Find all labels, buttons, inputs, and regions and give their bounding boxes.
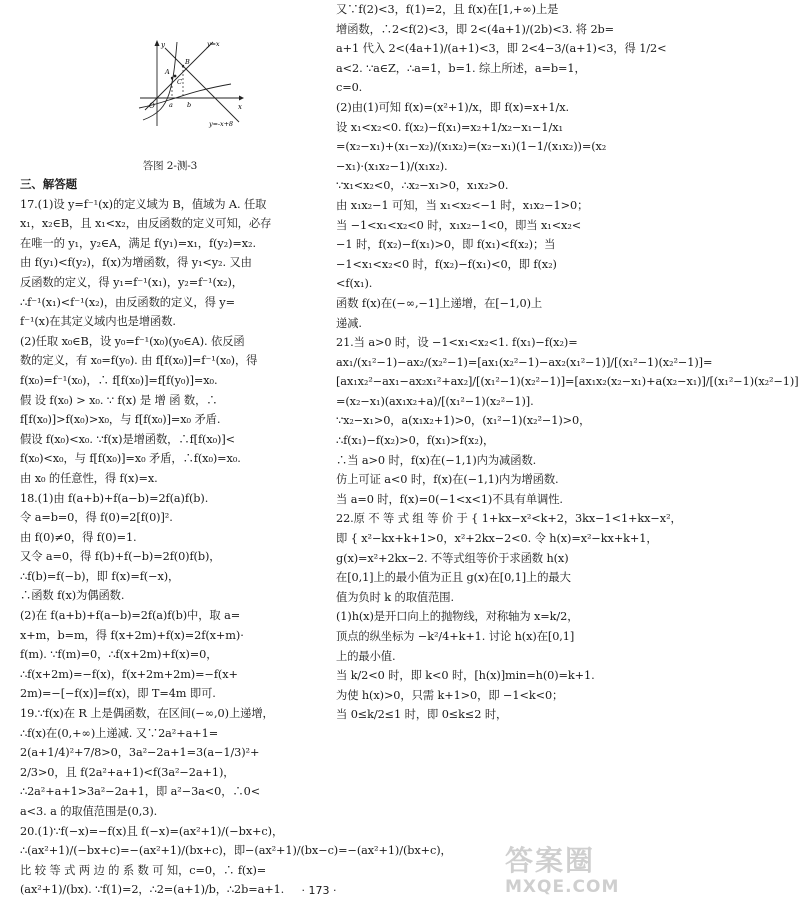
text-line: 值为负时 k 的取值范围. xyxy=(336,590,454,604)
text-line: 在唯一的 y₁，y₂∈A，满足 f(y₁)=x₁，f(y₂)=x₂. xyxy=(20,236,256,250)
text-line: 比 较 等 式 两 边 的 系 数 可 知，c=0，∴ f(x)= xyxy=(20,863,267,877)
text-line: 当 k/2<0 时，即 k<0 时，[h(x)]min=h(0)=k+1. xyxy=(336,669,595,683)
text-line: 函数 f(x)在(−∞,−1]上递增，在[−1,0)上 xyxy=(336,296,543,310)
text-line: ax₁/(x₁²−1)−ax₂/(x₂²−1)=[ax₁(x₂²−1)−ax₂(x₁²−1)]/[(x₁²−1)(x₂²−1)]= xyxy=(336,355,713,369)
text-line: 22.原 不 等 式 组 等 价 于 { 1+kx−x²<k+2，3kx−1<1+kx−x²， xyxy=(336,512,682,526)
text-line: 由 f(0)≠0，得 f(0)=1. xyxy=(20,530,137,544)
text-line: 由 f(y₁)<f(y₂)，f(x)为增函数，得 y₁<y₂. 又由 xyxy=(20,256,252,270)
text-line: 当 a=0 时，f(x)=0(−1<x<1)不具有单调性. xyxy=(336,492,563,506)
text-line: (1)h(x)是开口向上的抛物线，对称轴为 x=k/2， xyxy=(336,610,579,624)
text-line: ∴f(b)=f(−b)，即 f(x)=f(−x)， xyxy=(20,569,180,583)
text-line: <f(x₁). xyxy=(336,277,373,291)
point-c xyxy=(174,75,177,78)
x-axis-arrow xyxy=(239,96,244,101)
text-line: g(x)=x²+2kx−2. 不等式组等价于求函数 h(x) xyxy=(336,551,569,565)
text-line: x₁，x₂∈B，且 x₁<x₂，由反函数的定义可知，必存 xyxy=(20,217,272,231)
line-y-eq-x xyxy=(145,42,213,110)
text-line: 由 x₀ 的任意性，得 f(x)=x. xyxy=(20,471,158,485)
text-line: 仿上可证 a<0 时，f(x)在(−1,1)内为增函数. xyxy=(336,473,559,487)
text-line: ∴当 a>0 时，f(x)在(−1,1)内为减函数. xyxy=(336,453,537,467)
text-line: 设 x₁<x₂<0. f(x₂)−f(x₁)=x₂+1/x₂−x₁−1/x₁ xyxy=(336,120,563,134)
text-line: 又令 a=0，得 f(b)+f(−b)=2f(0)f(b)， xyxy=(20,550,221,564)
label-point-C: C xyxy=(177,78,182,86)
text-line: ∴f(x)在(0,+∞)上递减. 又∵2a²+a+1= xyxy=(20,726,219,740)
text-line: −x₁)·(x₁x₂−1)/(x₁x₂). xyxy=(336,159,448,173)
text-line: f⁻¹(x)在其定义域内也是增函数. xyxy=(20,315,176,329)
right-column xyxy=(336,0,799,880)
label-x: x xyxy=(238,103,242,111)
text-line: 2m)=−[−f(x)]=f(x)，即 T=4m 即可. xyxy=(20,687,216,701)
text-line: (2)由(1)可知 f(x)=(x²+1)/x，即 f(x)=x+1/x. xyxy=(336,100,569,114)
right-text xyxy=(336,0,799,725)
text-line: (2)任取 x₀∈B，设 y₀=f⁻¹(x₀)(y₀∈A). 依反函 xyxy=(20,334,245,348)
text-line: 在[0,1]上的最小值为正且 g(x)在[0,1]上的最大 xyxy=(336,571,571,585)
label-a: a xyxy=(169,101,173,109)
text-line: 即 { x²−kx+k+1>0，x²+2kx−2<0. 令 h(x)=x²−kx+k+1， xyxy=(336,532,658,546)
text-line: [ax₁x₂²−ax₁−ax₂x₁²+ax₂]/[(x₁²−1)(x₂²−1)]=[ax₁x₂(x₂−x₁)+a(x₂−x₁)]/[(x₁²−1)(x₂²−1)] xyxy=(336,375,799,389)
text-line: 18.(1)由 f(a+b)+f(a−b)=2f(a)f(b). xyxy=(20,491,209,505)
text-line: 假 设 f(x₀) > x₀. ∵ f(x) 是 增 函 数，∴ xyxy=(20,393,218,407)
text-line: 顶点的纵坐标为 −k²/4+k+1. 讨论 h(x)在[0,1] xyxy=(336,630,575,643)
text-line: 数的定义，有 x₀=f(y₀). 由 f[f(x₀)]=f⁻¹(x₀)，得 xyxy=(20,354,258,368)
text-line: 由 x₁x₂−1 可知，当 x₁<x₂<−1 时，x₁x₂−1>0； xyxy=(336,198,589,212)
watermark-en: MXQE.COM xyxy=(505,877,620,897)
text-line: 当 0≤k/2≤1 时，即 0≤k≤2 时， xyxy=(336,708,508,722)
text-line: ∴f(x₁)−f(x₂)>0，f(x₁)>f(x₂)， xyxy=(336,434,495,448)
text-line: a<3. a 的取值范围是(0,3). xyxy=(20,805,158,818)
text-line: a<2. ∵a∈Z，∴a=1，b=1. 综上所述，a=b=1， xyxy=(336,61,586,75)
text-line: 17.(1)设 y=f⁻¹(x)的定义域为 B，值域为 A. 任取 xyxy=(20,197,267,211)
page-number: · 173 · xyxy=(301,884,337,897)
text-line: 2/3>0，且 f(2a²+a+1)<f(3a²−2a+1)， xyxy=(20,765,235,779)
text-line: 19.∵f(x)在 R 上是偶函数，在区间(−∞,0)上递增， xyxy=(20,707,274,721)
text-line: 令 a=b=0，得 f(0)=2[f(0)]². xyxy=(20,511,173,525)
text-line: −1<x₁<x₂<0 时，f(x₂)−f(x₁)<0，即 f(x₂) xyxy=(336,257,557,271)
figure-caption: 答图 2-测-3 xyxy=(142,160,198,172)
text-line: 20.(1)∵f(−x)=−f(x)且 f(−x)=(ax²+1)/(−bx+c)， xyxy=(20,824,284,838)
text-line: f(m). ∵f(m)=0，∴f(x+2m)+f(x)=0， xyxy=(20,648,218,662)
label-b: b xyxy=(187,101,192,109)
text-line: 21.当 a>0 时，设 −1<x₁<x₂<1. f(x₁)−f(x₂)= xyxy=(336,336,578,350)
label-origin: O xyxy=(149,102,155,110)
text-line: ∴2a²+a+1>3a²−2a+1，即 a²−3a<0，∴0< xyxy=(20,785,261,799)
text-line: 上的最小值. xyxy=(336,649,396,663)
graph-figure xyxy=(20,0,320,155)
text-line: =(x₂−x₁)(ax₁x₂+a)/[(x₁²−1)(x₂²−1)]. xyxy=(336,394,534,408)
text-line: 当 −1<x₁<x₂<0 时，x₁x₂−1<0，即当 x₁<x₂< xyxy=(336,218,582,232)
label-y: y xyxy=(161,41,165,49)
text-line: =(x₂−x₁)+(x₁−x₂)/(x₁x₂)=(x₂−x₁)(1−1/(x₁x₂))=(x₂ xyxy=(336,140,607,154)
text-line: (2)在 f(a+b)+f(a−b)=2f(a)f(b)中，取 a= xyxy=(20,609,241,623)
label-eq-neg-x-8: y=-x+8 xyxy=(209,120,233,128)
text-line: ∴函数 f(x)为偶函数. xyxy=(20,589,125,603)
text-line: 又∵f(2)<3，f(1)=2，且 f(x)在[1,+∞)上是 xyxy=(336,3,559,16)
point-a xyxy=(171,77,173,79)
text-line: f(x₀)<x₀，与 f[f(x₀)]=x₀ 矛盾，∴f(x₀)=x₀. xyxy=(20,452,241,466)
text-line: a+1 代入 2<(4a+1)/(a+1)<3，即 2<4−3/(a+1)<3，得 1/2< xyxy=(336,42,667,56)
text-line: 三、解答题 xyxy=(20,177,77,191)
text-line: x+m，b=m，得 f(x+2m)+f(x)=2f(x+m)· xyxy=(20,628,244,642)
text-line: (ax²+1)/(bx). ∵f(1)=2，∴2=(a+1)/b，∴2b=a+1. xyxy=(20,883,285,897)
text-line: 为使 h(x)>0，只需 k+1>0，即 −1<k<0； xyxy=(336,688,564,702)
text-line: ∵x₁<x₂<0，∴x₂−x₁>0，x₁x₂>0. xyxy=(336,179,509,193)
label-eq-y-x: y=x xyxy=(207,40,220,48)
text-line: 2(a+1/4)²+7/8>0，3a²−2a+1=3(a−1/3)²+ xyxy=(20,746,260,760)
text-line: c=0. xyxy=(336,81,363,95)
text-line: ∵x₂−x₁>0，a(x₁x₂+1)>0，(x₁²−1)(x₂²−1)>0， xyxy=(336,414,591,428)
text-line: 增函数，∴2<f(2)<3，即 2<(4a+1)/(2b)<3. 将 2b= xyxy=(336,22,615,36)
text-line: ∴(ax²+1)/(−bx+c)=−(ax²+1)/(bx+c)，即−(ax²+1)/(bx−c)=−(ax²+1)/(bx+c)， xyxy=(20,844,452,858)
label-point-B: B xyxy=(185,58,190,66)
text-line: f[f(x₀)]>f(x₀)>x₀，与 f[f(x₀)]=x₀ 矛盾. xyxy=(20,413,221,427)
text-line: 假设 f(x₀)<x₀. ∵f(x)是增函数，∴f[f(x₀)]< xyxy=(20,432,236,446)
text-line: 反函数的定义，得 y₁=f⁻¹(x₁)，y₂=f⁻¹(x₂)， xyxy=(20,275,243,289)
text-line: ∴f⁻¹(x₁)<f⁻¹(x₂)，由反函数的定义，得 y= xyxy=(20,295,235,309)
y-axis-arrow xyxy=(155,40,160,46)
label-point-A: A xyxy=(165,68,170,76)
text-line: f(x₀)=f⁻¹(x₀)，∴ f[f(x₀)]=f[f(y₀)]=x₀. xyxy=(20,373,218,387)
text-line: 递减. xyxy=(336,316,362,330)
point-b xyxy=(182,65,184,67)
text-line: −1 时，f(x₂)−f(x₁)>0，即 f(x₁)<f(x₂)；当 xyxy=(336,238,556,252)
function-graph xyxy=(135,38,245,128)
text-line: ∴f(x+2m)=−f(x)，f(x+2m+2m)=−f(x+ xyxy=(20,667,238,681)
watermark-zh: 答案圈 xyxy=(505,844,596,877)
